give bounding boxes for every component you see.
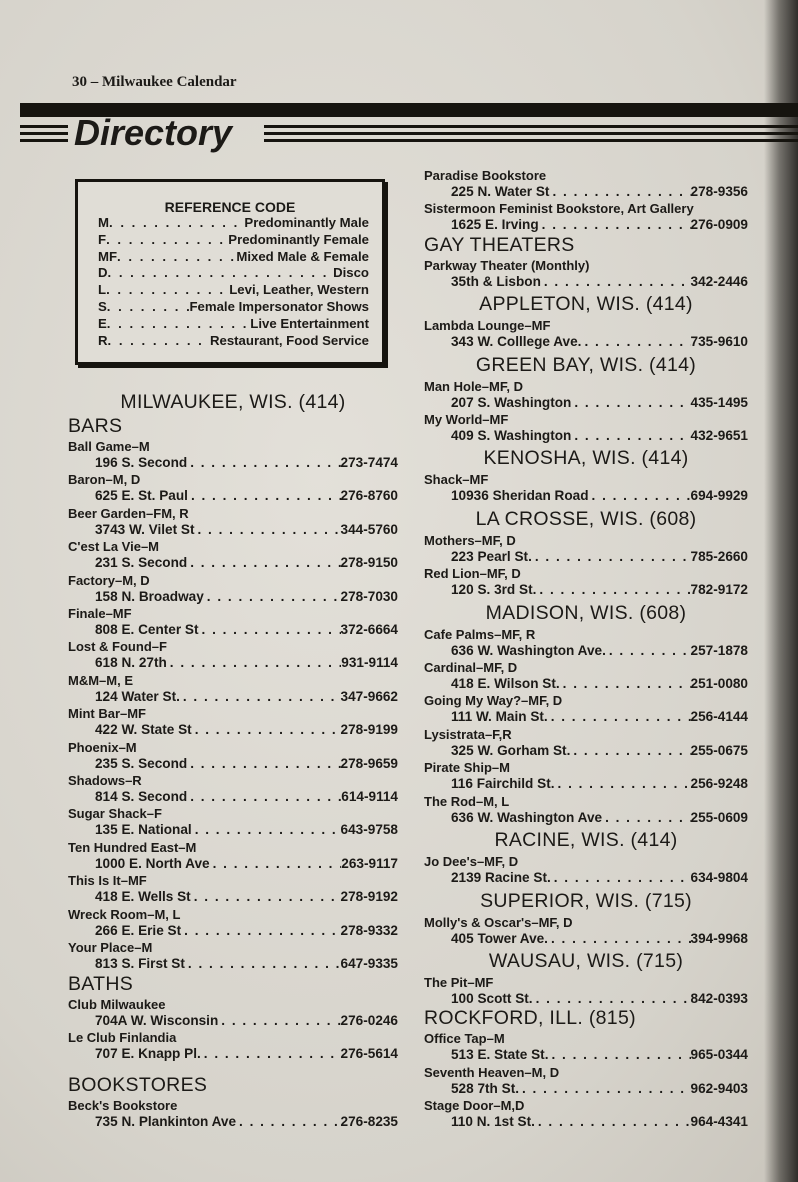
listing-address: 735 N. Plankinton Ave <box>95 1114 237 1130</box>
dot-leader <box>188 488 341 504</box>
listing-phone: 278-7030 <box>340 588 398 604</box>
dot-leader <box>571 428 690 444</box>
reference-row <box>78 333 382 350</box>
reference-code-box <box>75 179 385 365</box>
dot-leader <box>541 274 691 290</box>
listing-address: 100 Scott St. <box>451 990 533 1006</box>
listing-phone: 278-9199 <box>340 722 398 738</box>
listing-address: 513 E. State St. <box>451 1047 549 1063</box>
reference-code: R <box>98 332 108 348</box>
listing-line <box>424 549 748 565</box>
reference-row <box>78 232 382 249</box>
city-heading: RACINE, WIS. (414) <box>494 829 678 852</box>
dot-leader <box>218 1013 340 1029</box>
reference-list <box>78 215 382 349</box>
listing-address: 422 W. State St <box>95 722 192 738</box>
listing-entry <box>424 759 748 792</box>
listing-entry <box>424 626 748 659</box>
listing-entry <box>68 739 398 772</box>
listing-entry <box>424 793 748 826</box>
city-heading: KENOSHA, WIS. (414) <box>483 447 689 470</box>
listing-address: 707 E. Knapp Pl. <box>95 1045 201 1061</box>
listing-phone: 964-4341 <box>690 1114 748 1130</box>
listing-address: 1625 E. Irving <box>451 217 539 233</box>
listing-address: 111 W. Main St. <box>451 709 548 725</box>
dot-leader <box>191 889 341 905</box>
listing-line <box>424 1114 748 1130</box>
listing-entry <box>68 705 398 738</box>
reference-description: Live Entertainment <box>250 315 369 331</box>
page-label: 30 – Milwaukee Calendar <box>72 74 237 90</box>
listing-entry <box>68 438 398 471</box>
listing-line <box>424 1081 748 1097</box>
dot-leader <box>108 333 210 350</box>
dot-leader <box>109 215 244 232</box>
listing-phone: 278-9332 <box>340 922 398 938</box>
listing-line <box>424 1047 748 1063</box>
listing-address: 405 Tower Ave. <box>451 930 548 946</box>
dot-leader <box>548 931 691 947</box>
dot-leader <box>180 689 341 705</box>
listing-phone: 255-0675 <box>690 742 748 758</box>
listing-line <box>424 931 748 947</box>
listing-line <box>424 776 748 792</box>
listing-phone: 278-9192 <box>340 889 398 905</box>
dot-leader <box>199 622 341 638</box>
listing-line <box>424 274 748 290</box>
dot-leader <box>589 488 691 504</box>
listing-entry <box>424 1030 748 1063</box>
dot-leader <box>236 1114 341 1130</box>
listing-phone: 251-0080 <box>690 676 748 692</box>
listing-name: Mint Bar–MF <box>68 706 146 722</box>
listing-name: Sistermoon Feminist Bookstore, Art Gallery <box>424 201 694 217</box>
listing-line <box>68 555 398 571</box>
listing-address: 135 E. National <box>95 822 192 838</box>
listing-name: Finale–MF <box>68 606 132 622</box>
dot-leader <box>192 822 341 838</box>
reference-description: Disco <box>333 265 369 281</box>
reference-row <box>78 265 382 282</box>
listing-name: Lysistrata–F,R <box>424 726 512 742</box>
city-heading: SUPERIOR, WIS. (715) <box>480 889 692 912</box>
dot-leader <box>549 184 690 200</box>
dot-leader <box>185 956 341 972</box>
listing-phone: 276-0246 <box>340 1012 398 1028</box>
listing-line <box>424 743 748 759</box>
listing-address: 223 Pearl St. <box>451 548 532 564</box>
listing-address: 528 7th St. <box>451 1080 519 1096</box>
listing-entry <box>68 638 398 671</box>
city-heading: MADISON, WIS. (608) <box>485 601 687 624</box>
reference-code: L <box>98 282 107 298</box>
listing-line <box>68 956 398 972</box>
listing-line <box>68 689 398 705</box>
reference-row <box>78 316 382 333</box>
dot-leader <box>560 676 691 692</box>
listing-name: Club Milwaukee <box>68 996 166 1012</box>
listing-line <box>424 334 748 350</box>
dot-leader <box>535 1114 691 1130</box>
listing-address: 418 E. Wilson St. <box>451 676 560 692</box>
listing-address: 636 W. Washington Ave. <box>451 642 606 658</box>
listing-name: Red Lion–MF, D <box>424 566 521 582</box>
listing-phone: 278-9356 <box>690 184 748 199</box>
listing-entry <box>424 565 748 598</box>
dot-leader <box>107 316 250 333</box>
listing-phone: 257-1878 <box>690 642 748 658</box>
listing-line <box>68 822 398 838</box>
dot-leader <box>181 923 340 939</box>
listing-phone: 342-2446 <box>690 273 748 289</box>
listing-name: Your Place–M <box>68 940 153 956</box>
title-rule-right <box>264 125 798 146</box>
listing-name: Shack–MF <box>424 472 489 488</box>
listing-phone: 394-9968 <box>690 930 748 946</box>
listing-phone: 735-9610 <box>690 334 748 350</box>
listing-address: 343 W. Colllege Ave. <box>451 334 582 350</box>
listing-name: Le Club Finlandia <box>68 1029 177 1045</box>
listing-phone: 634-9804 <box>690 870 748 886</box>
listing-address: 158 N. Broadway <box>95 588 204 604</box>
listing-phone: 647-9335 <box>340 956 398 972</box>
listing-entry <box>68 996 398 1029</box>
listing-line <box>68 1013 398 1029</box>
listing-address: 625 E. St. Paul <box>95 488 188 504</box>
listing-entry <box>68 605 398 638</box>
listing-entry <box>424 853 748 886</box>
listing-entry <box>424 167 748 200</box>
listing-line <box>68 455 398 471</box>
listing-name: Paradise Bookstore <box>424 168 547 183</box>
reference-description: Predominantly Male <box>244 215 369 230</box>
listing-name: Stage Door–M,D <box>424 1098 525 1114</box>
listing-line <box>424 643 748 659</box>
listing-entry <box>68 572 398 605</box>
listing-phone: 785-2660 <box>690 548 748 564</box>
listing-line <box>68 756 398 772</box>
listing-phone: 273-7474 <box>340 455 398 470</box>
listing-address: 409 S. Washington <box>451 428 572 444</box>
listing-name: Lambda Lounge–MF <box>424 318 551 334</box>
listing-entry <box>424 974 748 1007</box>
listing-name: Beer Garden–FM, R <box>68 505 189 521</box>
spacer <box>68 1062 398 1074</box>
dot-leader <box>210 856 342 872</box>
listing-address: 325 W. Gorham St. <box>451 742 571 758</box>
listing-name: Mothers–MF, D <box>424 532 516 548</box>
listing-entry <box>68 939 398 972</box>
listing-line <box>68 722 398 738</box>
listing-line <box>424 184 748 200</box>
city-heading: ROCKFORD, ILL. (815) <box>424 1007 636 1030</box>
dot-leader <box>571 395 690 411</box>
listing-name: Wreck Room–M, L <box>68 906 181 922</box>
listing-phone: 276-5614 <box>340 1045 398 1061</box>
listing-line <box>424 810 748 826</box>
dot-leader <box>201 1046 341 1062</box>
listing-line <box>68 889 398 905</box>
page-title: Directory <box>74 112 233 153</box>
dot-leader <box>548 1047 690 1063</box>
reference-row <box>78 282 382 299</box>
listing-address: 813 S. First St <box>95 956 185 972</box>
listing-line <box>424 488 748 504</box>
listing-line <box>424 428 748 444</box>
listing-name: Man Hole–MF, D <box>424 378 523 394</box>
listing-name: This Is It–MF <box>68 873 147 889</box>
dot-leader <box>187 555 340 571</box>
dot-leader <box>548 709 691 725</box>
listing-name: Beck's Bookstore <box>68 1098 178 1114</box>
listing-name: M&M–M, E <box>68 672 133 688</box>
listing-entry <box>68 1029 398 1062</box>
listing-entry <box>68 805 398 838</box>
listing-phone: 276-0909 <box>690 217 748 233</box>
listing-entry <box>68 1097 398 1130</box>
listing-line <box>68 522 398 538</box>
listing-phone: 278-9150 <box>340 555 398 571</box>
dot-leader <box>117 249 236 266</box>
listing-address: 124 Water St. <box>95 688 180 704</box>
listing-address: 235 S. Second <box>95 755 188 771</box>
listing-phone: 432-9651 <box>690 428 748 444</box>
listing-address: 814 S. Second <box>95 789 188 805</box>
listing-entry <box>68 471 398 504</box>
dot-leader <box>570 743 690 759</box>
right-column <box>424 167 748 1131</box>
page-edge-shadow <box>764 0 798 1182</box>
listing-phone: 694-9929 <box>690 488 748 504</box>
listing-phone: 965-0344 <box>690 1047 748 1063</box>
listing-address: 225 N. Water St <box>451 184 550 199</box>
listing-address: 231 S. Second <box>95 555 188 571</box>
listing-line <box>68 589 398 605</box>
listing-phone: 276-8760 <box>340 488 398 504</box>
city-heading: GREEN BAY, WIS. (414) <box>475 353 697 376</box>
listing-entry <box>424 411 748 444</box>
listing-entry <box>424 200 748 233</box>
listing-name: The Rod–M, L <box>424 793 510 809</box>
listing-name: Sugar Shack–F <box>68 806 162 822</box>
section-heading: BARS <box>68 415 123 437</box>
listing-name: Shadows–R <box>68 773 142 789</box>
city-heading: MILWAUKEE, WIS. (414) <box>120 391 346 413</box>
listing-entry <box>424 471 748 504</box>
listing-address: 196 S. Second <box>95 455 188 470</box>
listing-line <box>424 217 748 233</box>
reference-description: Mixed Male & Female <box>236 248 369 264</box>
listing-phone: 372-6664 <box>340 622 398 638</box>
dot-leader <box>106 282 229 299</box>
reference-description: Female Impersonator Shows <box>189 298 369 314</box>
listing-entry <box>424 257 748 290</box>
listing-line <box>68 622 398 638</box>
listing-phone: 842-0393 <box>690 990 748 1006</box>
listing-line <box>68 789 398 805</box>
listing-entry <box>424 726 748 759</box>
listing-phone: 962-9403 <box>690 1080 748 1096</box>
listing-line <box>68 1046 398 1062</box>
listing-phone: 256-9248 <box>690 776 748 792</box>
listing-line <box>424 676 748 692</box>
reference-row <box>78 249 382 266</box>
reference-row <box>78 215 382 232</box>
listing-name: Pirate Ship–M <box>424 760 510 776</box>
listing-phone: 614-9114 <box>341 789 398 805</box>
reference-code: M <box>98 215 109 230</box>
listing-phone: 435-1495 <box>690 394 748 410</box>
dot-leader <box>187 756 340 772</box>
listing-address: 618 N. 27th <box>95 655 167 671</box>
listing-entry <box>424 914 748 947</box>
listing-address: 120 S. 3rd St. <box>451 582 537 598</box>
listing-phone: 278-9659 <box>340 755 398 771</box>
listing-address: 704A W. Wisconsin <box>95 1012 219 1028</box>
listing-phone: 276-8235 <box>340 1114 398 1130</box>
listing-phone: 931-9114 <box>341 655 398 671</box>
listing-address: 2139 Racine St. <box>451 870 551 886</box>
dot-leader <box>519 1081 691 1097</box>
listing-line <box>68 856 398 872</box>
title-row <box>20 112 798 153</box>
listing-phone: 347-9662 <box>340 688 398 704</box>
listing-phone: 782-9172 <box>690 582 748 598</box>
listing-name: Going My Way?–MF, D <box>424 693 563 709</box>
listing-address: 3743 W. Vilet St <box>95 521 195 537</box>
listing-entry <box>424 692 748 725</box>
listing-name: The Pit–MF <box>424 974 494 990</box>
left-column <box>68 388 398 1131</box>
dot-leader <box>602 810 690 826</box>
listing-address: 636 W. Washington Ave <box>451 809 603 825</box>
listing-entry <box>68 872 398 905</box>
reference-code: S <box>98 298 107 314</box>
dot-leader <box>192 722 341 738</box>
listing-entry <box>424 532 748 565</box>
listing-entry <box>68 906 398 939</box>
listing-entry <box>424 378 748 411</box>
listing-phone: 344-5760 <box>340 521 398 537</box>
listing-line <box>424 991 748 1007</box>
listing-name: Phoenix–M <box>68 739 137 755</box>
dot-leader <box>194 522 340 538</box>
city-heading: APPLETON, WIS. (414) <box>479 293 693 316</box>
listing-name: Jo Dee's–MF, D <box>424 854 519 870</box>
listing-phone: 255-0609 <box>690 809 748 825</box>
listing-address: 35th & Lisbon <box>451 273 541 289</box>
dot-leader <box>581 334 690 350</box>
reference-code: MF <box>98 248 118 264</box>
dot-leader <box>555 776 691 792</box>
listing-entry <box>68 505 398 538</box>
listing-address: 207 S. Washington <box>451 394 572 410</box>
listing-line <box>68 488 398 504</box>
listing-line <box>424 709 748 725</box>
listing-line <box>68 655 398 671</box>
listing-name: Lost & Found–F <box>68 639 167 655</box>
section-heading: BATHS <box>68 972 134 995</box>
dot-leader <box>533 991 691 1007</box>
dot-leader <box>108 265 334 282</box>
listing-entry <box>68 772 398 805</box>
listing-entry <box>424 317 748 350</box>
dot-leader <box>167 655 342 671</box>
dot-leader <box>606 643 691 659</box>
listing-name: Office Tap–M <box>424 1031 505 1047</box>
dot-leader <box>204 589 341 605</box>
dot-leader <box>187 455 340 471</box>
dot-leader <box>532 549 691 565</box>
listing-name: Factory–M, D <box>68 572 150 588</box>
title-rule-left <box>20 125 68 146</box>
listing-line <box>424 582 748 598</box>
reference-title: REFERENCE CODE <box>164 199 296 215</box>
listing-address: 10936 Sheridan Road <box>451 488 589 504</box>
listing-address: 1000 E. North Ave <box>95 855 210 871</box>
listing-phone: 643-9758 <box>340 822 398 838</box>
section-heading: BOOKSTORES <box>68 1074 208 1097</box>
listing-line <box>424 395 748 411</box>
reference-row <box>78 299 382 316</box>
dot-leader <box>551 870 691 886</box>
listing-name: Parkway Theater (Monthly) <box>424 257 590 273</box>
reference-code: E <box>98 315 107 331</box>
listing-entry <box>68 839 398 872</box>
listing-address: 808 E. Center St <box>95 622 199 638</box>
city-heading: WAUSAU, WIS. (715) <box>488 949 684 972</box>
listing-address: 418 E. Wells St <box>95 889 191 905</box>
dot-leader <box>107 299 190 316</box>
city-heading: LA CROSSE, WIS. (608) <box>475 507 697 530</box>
listing-name: Cafe Palms–MF, R <box>424 626 536 642</box>
listing-line <box>424 870 748 886</box>
dot-leader <box>106 232 228 249</box>
reference-code: D <box>98 265 108 281</box>
listing-phone: 263-9117 <box>341 855 398 871</box>
reference-code: F <box>98 231 107 247</box>
dot-leader <box>187 789 341 805</box>
listing-entry <box>424 1097 748 1130</box>
listing-name: Seventh Heaven–M, D <box>424 1064 560 1080</box>
reference-description: Levi, Leather, Western <box>229 282 369 298</box>
dot-leader <box>539 217 691 233</box>
listing-name: Ball Game–M <box>68 439 150 454</box>
listing-address: 116 Fairchild St. <box>451 776 555 792</box>
reference-description: Predominantly Female <box>228 231 369 247</box>
listing-entry <box>68 538 398 571</box>
listing-name: Ten Hundred East–M <box>68 839 197 855</box>
section-heading: GAY THEATERS <box>424 233 575 256</box>
listing-entry <box>424 1064 748 1097</box>
listing-address: 266 E. Erie St <box>95 922 182 938</box>
listing-entry <box>68 672 398 705</box>
listing-name: Baron–M, D <box>68 472 141 488</box>
listing-name: My World–MF <box>424 412 509 428</box>
listing-name: Molly's & Oscar's–MF, D <box>424 914 573 930</box>
listing-line <box>68 1114 398 1130</box>
listing-line <box>68 923 398 939</box>
listing-address: 110 N. 1st St. <box>451 1114 535 1130</box>
listing-name: C'est La Vie–M <box>68 539 159 555</box>
reference-description: Restaurant, Food Service <box>209 332 369 348</box>
listing-name: Cardinal–MF, D <box>424 660 518 676</box>
dot-leader <box>536 582 690 598</box>
listing-phone: 256-4144 <box>690 709 748 725</box>
listing-entry <box>424 659 748 692</box>
